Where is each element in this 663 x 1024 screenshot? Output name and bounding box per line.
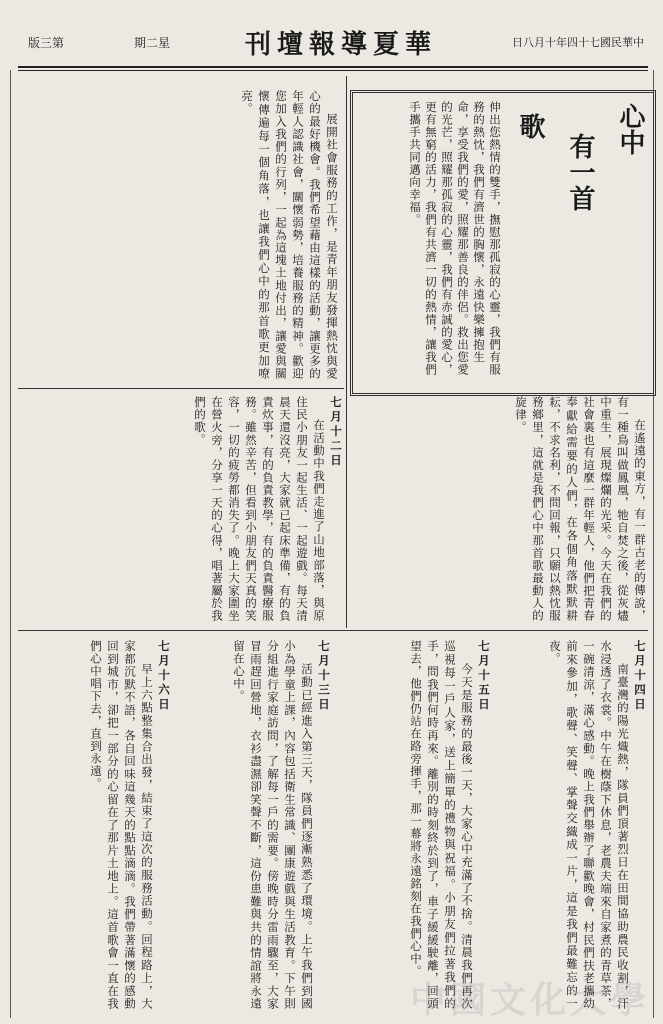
- column-text: 展開社會服務的工作，是青年朋友發揮熱忱與愛心的最好機會。我們希望藉由這樣的活動，讓更多的年輕人認識社會，關懷弱勢，培養服務的精神。歡迎您加入我們的行列，一起為這塊土地付出，讓愛與關懷傳遍每一個角落，也讓我們心中的那首歌更加嘹亮。: [240, 90, 339, 380]
- article-column: [180, 640, 332, 1010]
- poem-title-song: 歌: [515, 113, 545, 139]
- masthead: [20, 22, 648, 62]
- article-column: [20, 396, 344, 622]
- column-text: 在遙遠的東方，有一群古老的傳說，有一種鳥叫做鳳凰，牠自焚之後，從灰燼中重生，展現燦爛的光采。今天在我們的社會裏也有這麼一群年輕人，他們把青春奉獻給需要的人們，在各個角落默默耕耘，不求名利，不問回報，只願以熱忱服務鄉里，這就是我們心中那首歌最動人的旋律。: [514, 396, 647, 622]
- poem-title-main: 心中: [615, 103, 645, 155]
- column-text: 今天是服務的最後一天，大家心中充滿了不捨。清晨我們再次巡視每一戶人家，送上簡單的禮物與祝福。小朋友們拉著我們的手，問我們何時再來。離別的時刻終於到了，車子緩緩駛離，回頭望去，他們仍站在路旁揮手，那一幕將永遠銘刻在我們心中。: [409, 640, 474, 1010]
- article-column: [352, 396, 648, 622]
- column-text: 在活動中我們走進了山地部落，與原住民小朋友一起生活、一起遊戲。每天清晨天還沒亮，大家就已起床準備，有的負責炊事，有的負責教學，有的負責醫療服務。雖然辛苦，但看到小朋友們天真的笑容，一切的疲勞都消失了。晚上大家圍坐在營火旁，分享一天的心得，唱著屬於我們的歌。: [193, 396, 326, 622]
- poem-title-sub: 有一首: [565, 133, 595, 211]
- column-date: 七月十五日: [477, 640, 491, 713]
- article-column: [500, 640, 648, 1010]
- newspaper-title: 刊壇報導夏華: [245, 29, 438, 60]
- publication-date: 日八月十年四十七國民華中: [511, 36, 644, 49]
- header-rule: [18, 66, 648, 68]
- column-date: 七月十四日: [633, 640, 647, 713]
- article-column: [340, 640, 492, 1010]
- masthead-left: [20, 34, 170, 51]
- section-divider: [18, 388, 344, 389]
- column-date: 七月十三日: [317, 640, 331, 713]
- poem-box: [350, 90, 656, 396]
- column-text: 早上六點整集合出發，結束了這次的服務活動。回程路上，大家都沉默不語，各自回味這幾天的點點滴滴。我們帶著滿懷的感動回到城市，卻把一部分的心留在了那片土地上。這首歌會一直在我們心中唱下去，直到永遠。: [89, 640, 154, 1010]
- archive-watermark: 中國文化大學: [410, 979, 651, 1021]
- column-divider: [346, 76, 347, 628]
- article-column: [20, 640, 172, 1010]
- article-column: [20, 90, 340, 380]
- poem-body: 伸出您熱情的雙手，撫慰那孤寂的心靈，我們有服務的熱忱，我們有濟世的胸懷，永遠快樂擁抱生命，享受我們的愛，照耀那善良的伴侶。救出您愛的光芒，照耀那孤寂的心靈，我們有赤誠的愛心，更有無窮的活力，我們有共濟一切的熱情，讓我們手攜手共同邁向幸福。: [408, 101, 502, 376]
- issue-number: 期二星: [134, 35, 171, 50]
- column-date: 七月十二日: [329, 396, 343, 469]
- section-number: 版三第: [28, 35, 65, 50]
- column-date: 七月十六日: [157, 640, 171, 713]
- column-text: 活動已經進入第三天，隊員們逐漸熟悉了環境。上午我們到國小為學童上課，內容包括衛生常識、團康遊戲與生活教育。下午則分組進行家庭訪問，了解每一戶的需要。傍晚時分雷雨驟至，大家冒雨趕回營地，衣衫盡濕卻笑聲不斷，這份患難與共的情誼將永遠留在心中。: [232, 640, 314, 1010]
- section-divider: [18, 630, 648, 631]
- column-text: 南臺灣的陽光熾熱，隊員們頂著烈日在田間協助農民收割，汗水浸透了衣裳。中午在樹蔭下休息，老農夫端來自家煮的青草茶，一碗清涼，滿心感動。晚上我們舉辦了聯歡晚會，村民們扶老攜幼前來參加，歌聲、笑聲、掌聲交織成一片，這是我們最難忘的一夜。: [548, 640, 630, 1010]
